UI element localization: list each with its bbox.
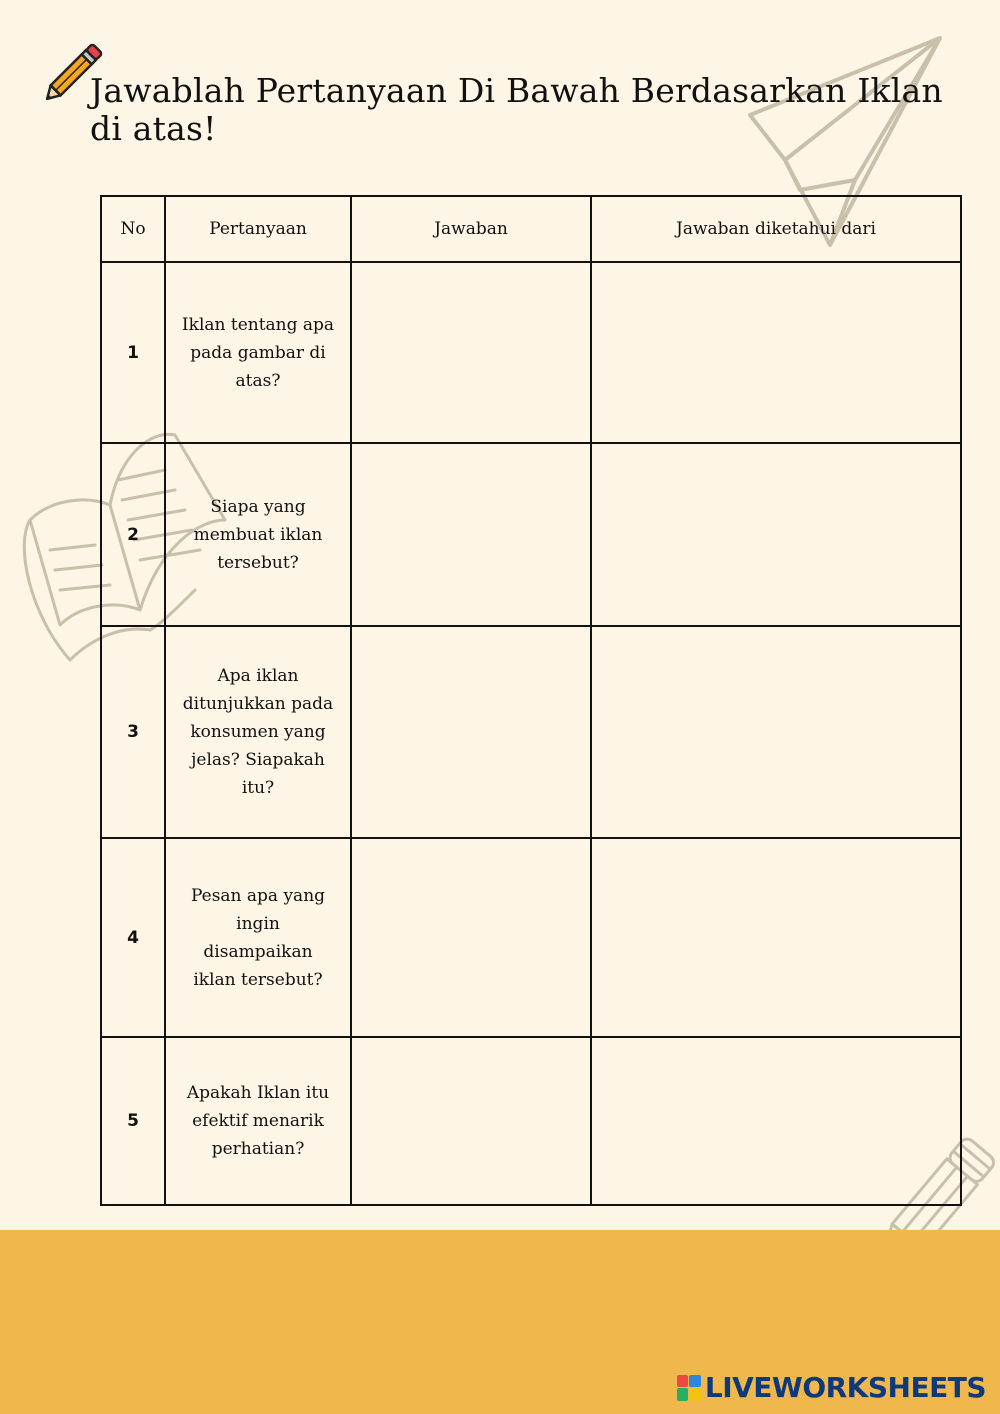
header-source: Jawaban diketahui dari — [591, 196, 961, 262]
source-cell[interactable] — [591, 1037, 961, 1205]
table-row — [101, 1037, 961, 1205]
answer-cell[interactable] — [351, 262, 591, 443]
question-text: Apa iklan ditunjukkan pada konsumen yang jelas? Siapakah itu? — [165, 626, 351, 838]
page-title: Jawablah Pertanyaan Di Bawah Berdasarkan Iklan di atas! — [90, 71, 943, 148]
brand-name: LIVEWORKSHEETS — [704, 1371, 986, 1404]
header-no: No — [101, 196, 165, 262]
liveworksheets-brand[interactable] — [677, 1371, 986, 1404]
footer-band — [0, 1230, 1000, 1414]
table-row — [101, 626, 961, 838]
question-text: Apakah Iklan itu efektif menarik perhatian? — [165, 1037, 351, 1205]
row-number: 1 — [101, 262, 165, 443]
source-cell[interactable] — [591, 626, 961, 838]
source-cell[interactable] — [591, 443, 961, 626]
question-text: Siapa yang membuat iklan tersebut? — [165, 443, 351, 626]
question-text: Iklan tentang apa pada gambar di atas? — [165, 262, 351, 443]
table-row — [101, 443, 961, 626]
answer-cell[interactable] — [351, 1037, 591, 1205]
table-header-row — [101, 196, 961, 262]
source-cell[interactable] — [591, 838, 961, 1037]
row-number: 4 — [101, 838, 165, 1037]
table-row — [101, 838, 961, 1037]
liveworksheets-logo-icon — [677, 1375, 701, 1401]
question-text: Pesan apa yang ingin disampaikan iklan tersebut? — [165, 838, 351, 1037]
header-question: Pertanyaan — [165, 196, 351, 262]
answer-cell[interactable] — [351, 443, 591, 626]
header-answer: Jawaban — [351, 196, 591, 262]
question-table — [100, 195, 962, 1206]
table-row — [101, 262, 961, 443]
source-cell[interactable] — [591, 262, 961, 443]
row-number: 5 — [101, 1037, 165, 1205]
row-number: 2 — [101, 443, 165, 626]
row-number: 3 — [101, 626, 165, 838]
answer-cell[interactable] — [351, 838, 591, 1037]
answer-cell[interactable] — [351, 626, 591, 838]
